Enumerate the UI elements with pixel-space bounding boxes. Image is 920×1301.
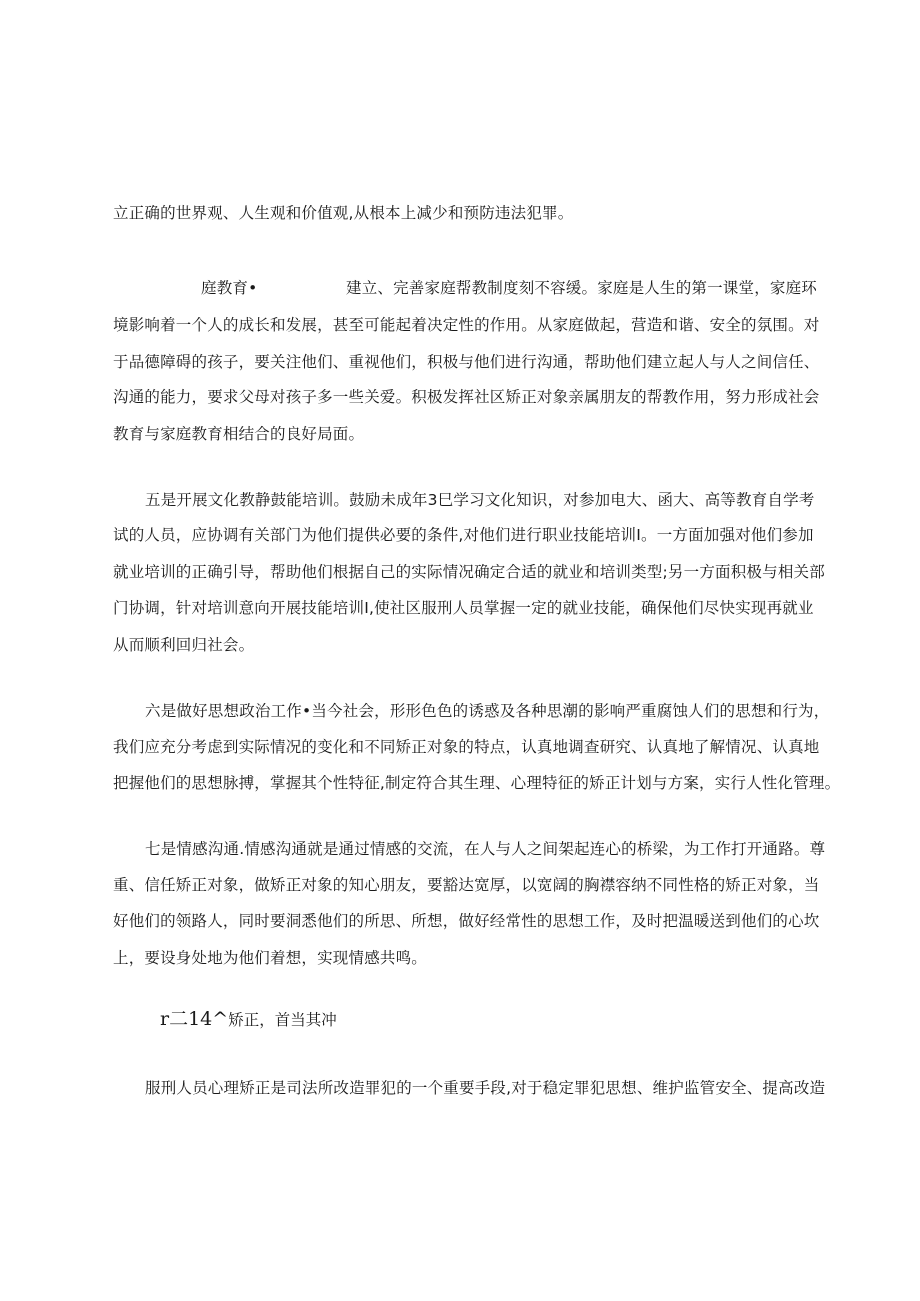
text-line: 上，要设身处地为他们着想，实现情感共鸣。: [113, 949, 428, 967]
section-label: 庭教育•: [201, 279, 258, 297]
section-heading: [160, 1008, 337, 1031]
text-line: 门协调，针对培训意向开展技能培训I,使社区服刑人员掌握一定的就业技能，确保他们尽快实现再就业: [113, 599, 814, 617]
text-line: 把握他们的思想脉搏，掌握其个性特征,制定符合其生理、心理特征的矫正计划与方案，实行人性化管理。: [113, 774, 841, 792]
text-line: 我们应充分考虑到实际情况的变化和不同矫正对象的特点，认真地调查研究、认真地了解情况、认真地: [113, 738, 820, 756]
text-line: 境影响着一个人的成长和发展，甚至可能起着决定性的作用。从家庭做起，营造和谐、安全的氛围。对: [113, 316, 820, 334]
text-line: 重、信任矫正对象，做矫正对象的知心朋友，要豁达宽厚，以宽阔的胸襟容纳不同性格的矫正对象，当: [113, 876, 820, 894]
text-line: 就业培训的正确引导，帮助他们根据自己的实际情况确定合适的就业和培训类型;另一方面积极与相关部: [113, 563, 825, 581]
heading-text: 矫正，首当其冲: [228, 1011, 337, 1029]
text-line: 建立、完善家庭帮教制度刻不容缓。家庭是人生的第一课堂，家庭环: [346, 279, 818, 297]
text-line: 六是做好思想政治工作•当今社会，形形色色的诱惑及各种思潮的影响严重腐蚀人们的思想和行为，: [145, 702, 830, 720]
text-line: 沟通的能力，要求父母对孩子多一些关爱。积极发挥社区矫正对象亲属朋友的帮教作用，努力形成社会: [113, 388, 820, 406]
text-line: 从而顺利回归社会。: [113, 636, 255, 654]
text-line: 服刑人员心理矫正是司法所改造罪犯的一个重要手段,对于稳定罪犯思想、维护监管安全、提高改造: [145, 1079, 826, 1097]
text-line: 五是开展文化教静鼓能培训。鼓励未成年3巳学习文化知识，对参加电大、函大、高等教育自学考: [145, 491, 815, 509]
text-line: 于品德障碍的孩子，要关注他们、重视他们，积极与他们进行沟通，帮助他们建立起人与人之间信任、: [113, 353, 820, 371]
heading-prefix: r二14^: [160, 1008, 229, 1030]
text-line: 教育与家庭教育相结合的良好局面。: [113, 425, 365, 443]
text-line: 试的人员，应协调有关部门为他们提供必要的条件,对他们进行职业技能培训I。一方面加强对他们参加: [113, 526, 814, 544]
text-line: 七是情感沟通.情感沟通就是通过情感的交流，在人与人之间架起连心的桥梁，为工作打开通路。尊: [145, 840, 826, 858]
text-line: 立正确的世界观、人生观和价值观,从根本上减少和预防违法犯罪。: [113, 204, 574, 222]
text-line: 好他们的领路人，同时要洞悉他们的所思、所想，做好经常性的思想工作，及时把温暖送到他们的心坎: [113, 912, 820, 930]
